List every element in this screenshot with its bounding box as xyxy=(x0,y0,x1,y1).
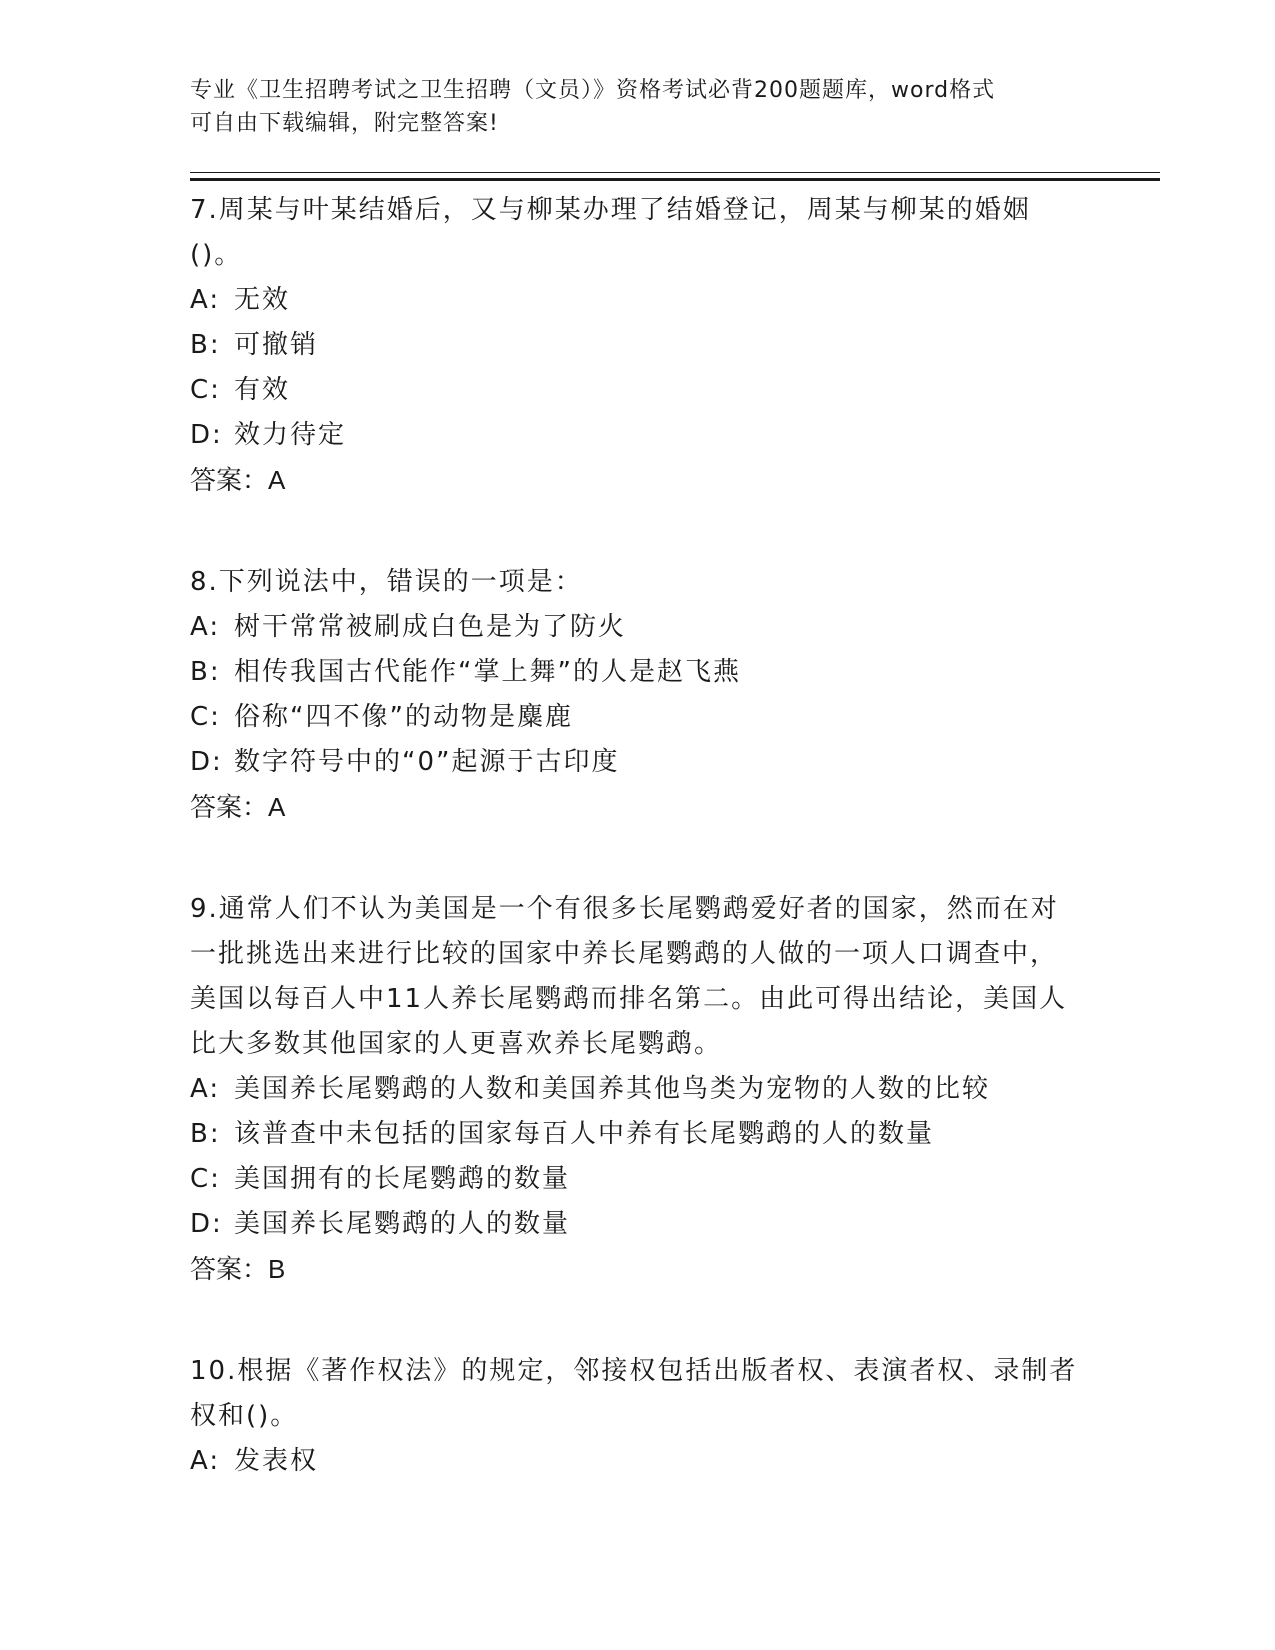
question-list xyxy=(190,188,1080,1541)
option-text: 美国拥有的长尾鹦鹉的数量 xyxy=(234,1164,571,1194)
option-b xyxy=(190,650,1080,695)
option-text: 树干常常被刷成白色是为了防火 xyxy=(234,612,627,642)
option-text: 俗称“四不像”的动物是麋鹿 xyxy=(234,702,573,732)
option-c xyxy=(190,1157,1080,1202)
option-letter: D: xyxy=(190,420,223,450)
option-b xyxy=(190,323,1080,368)
option-letter: A: xyxy=(190,612,221,642)
option-letter: A: xyxy=(190,1446,221,1476)
option-a xyxy=(190,278,1080,323)
option-letter: C: xyxy=(190,1164,221,1194)
option-text: 发表权 xyxy=(234,1446,319,1476)
option-c xyxy=(190,368,1080,413)
option-letter: B: xyxy=(190,657,221,687)
question-10 xyxy=(190,1349,1080,1484)
option-text: 该普查中未包括的国家每百人中养有长尾鹦鹉的人的数量 xyxy=(234,1119,935,1149)
option-text: 美国养长尾鹦鹉的人的数量 xyxy=(234,1209,571,1239)
option-b xyxy=(190,1112,1080,1157)
option-a xyxy=(190,605,1080,650)
question-stem: 7.周某与叶某结婚后，又与柳某办理了结婚登记，周某与柳某的婚姻()。 xyxy=(190,195,1031,270)
option-c xyxy=(190,695,1080,740)
option-letter: C: xyxy=(190,375,221,405)
question-stem: 8.下列说法中，错误的一项是： xyxy=(190,567,583,597)
option-a xyxy=(190,1067,1080,1112)
answer-line: 答案：A xyxy=(190,465,286,495)
answer-line: 答案：B xyxy=(190,1254,286,1284)
question-7 xyxy=(190,188,1080,503)
option-text: 数字符号中的“0”起源于古印度 xyxy=(234,747,620,777)
option-text: 有效 xyxy=(234,375,291,405)
option-letter: B: xyxy=(190,330,221,360)
document-header xyxy=(190,74,1090,140)
option-text: 效力待定 xyxy=(234,420,347,450)
option-letter: D: xyxy=(190,747,223,777)
answer-line: 答案：A xyxy=(190,792,286,822)
option-d xyxy=(190,1202,1080,1247)
option-d xyxy=(190,413,1080,458)
option-text: 相传我国古代能作“掌上舞”的人是赵飞燕 xyxy=(234,657,741,687)
header-divider-thick xyxy=(190,178,1160,181)
option-d xyxy=(190,740,1080,785)
header-line-1: 专业《卫生招聘考试之卫生招聘（文员）》资格考试必背200题题库，word格式 xyxy=(190,78,996,103)
question-stem: 9.通常人们不认为美国是一个有很多长尾鹦鹉爱好者的国家，然而在对一批挑选出来进行比较的国家中养长尾鹦鹉的人做的一项人口调查中，美国以每百人中11人养长尾鹦鹉而排名第二。由此可得出结论，美国人比大多数其他国家的人更喜欢养长尾鹦鹉。 xyxy=(190,894,1068,1059)
option-a xyxy=(190,1439,1080,1484)
header-divider-thin xyxy=(190,172,1160,173)
question-stem: 10.根据《著作权法》的规定，邻接权包括出版者权、表演者权、录制者权和()。 xyxy=(190,1356,1078,1431)
option-letter: A: xyxy=(190,1074,221,1104)
header-line-2: 可自由下载编辑，附完整答案! xyxy=(190,111,499,136)
option-letter: B: xyxy=(190,1119,221,1149)
option-letter: A: xyxy=(190,285,221,315)
option-text: 美国养长尾鹦鹉的人数和美国养其他鸟类为宠物的人数的比较 xyxy=(234,1074,991,1104)
option-letter: D: xyxy=(190,1209,223,1239)
option-text: 可撤销 xyxy=(234,330,319,360)
option-letter: C: xyxy=(190,702,221,732)
option-text: 无效 xyxy=(234,285,291,315)
question-9 xyxy=(190,887,1080,1292)
question-8 xyxy=(190,560,1080,830)
